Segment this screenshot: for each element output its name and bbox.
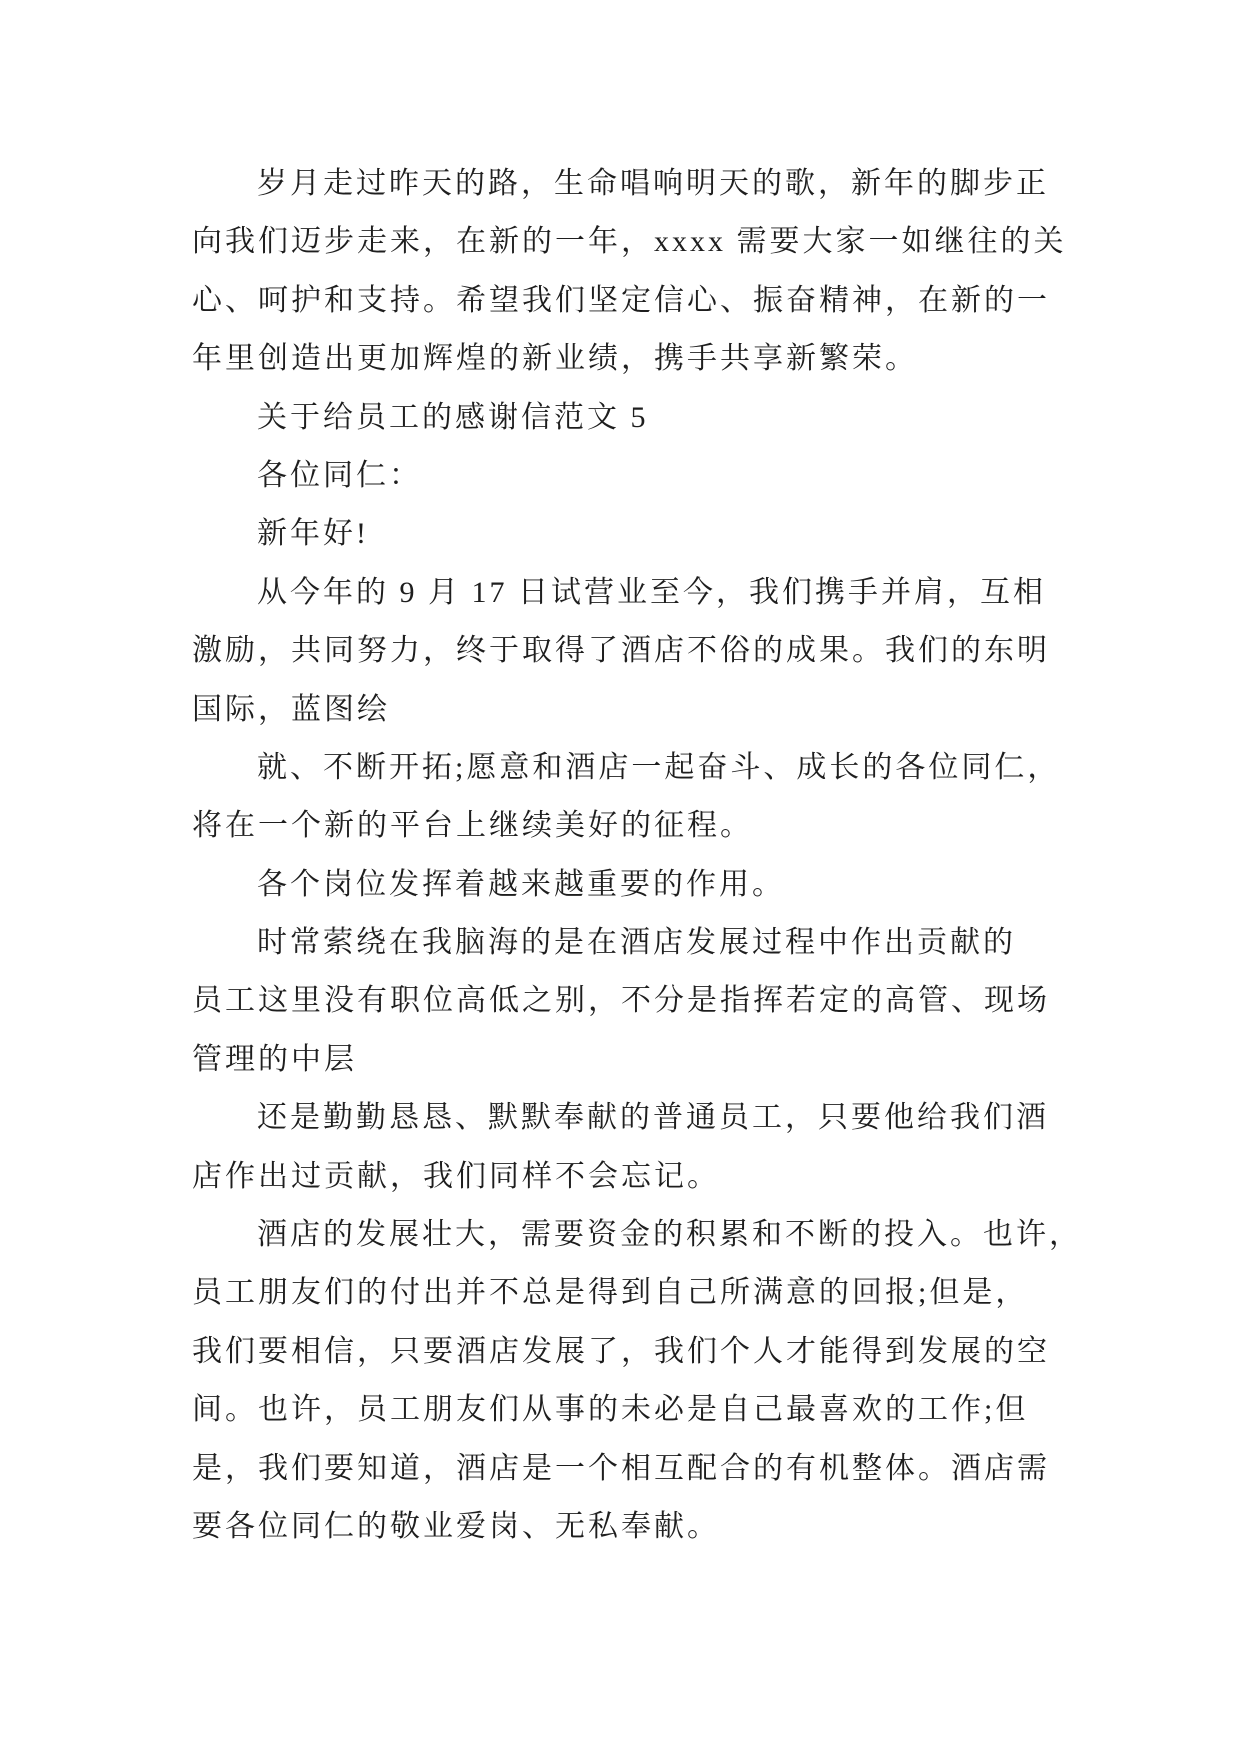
text-line: 国际，蓝图绘 [192, 692, 390, 726]
text-line: 要各位同仁的敬业爱岗、无私奉献。 [192, 1509, 720, 1543]
text-line: 从今年的 9 月 17 日试营业至今，我们携手并肩，互相 [257, 575, 1046, 609]
text-line: 店作出过贡献，我们同样不会忘记。 [192, 1159, 720, 1193]
text-line: 年里创造出更加辉煌的新业绩，携手共享新繁荣。 [192, 342, 918, 376]
paragraph-opening [192, 564, 1092, 739]
text-line: 是，我们要知道，酒店是一个相互配合的有机整体。酒店需 [192, 1451, 1050, 1485]
text-line: 员工朋友们的付出并不总是得到自己所满意的回报;但是， [192, 1276, 1029, 1310]
salutation-text: 各位同仁： [257, 458, 422, 492]
text-line: 还是勤勤恳恳、默默奉献的普通员工，只要他给我们酒 [257, 1101, 1049, 1135]
text-line: 员工这里没有职位高低之别，不分是指挥若定的高管、现场 [192, 984, 1050, 1018]
text-line: 酒店的发展壮大，需要资金的积累和不断的投入。也许， [257, 1218, 1082, 1252]
greeting-text: 新年好! [257, 517, 369, 551]
section-heading [192, 389, 1092, 447]
document-body [192, 155, 1092, 1556]
text-line: 时常萦绕在我脑海的是在酒店发展过程中作出贡献的 [257, 926, 1016, 960]
paragraph-staff [192, 1089, 1092, 1206]
text-line: 间。也许，员工朋友们从事的未必是自己最喜欢的工作;但 [192, 1393, 1029, 1427]
heading-text: 关于给员工的感谢信范文 5 [257, 400, 649, 434]
text-line: 岁月走过昨天的路，生命唱响明天的歌，新年的脚步正 [257, 167, 1049, 200]
paragraph-journey [192, 739, 1092, 856]
text-line: 激励，共同努力，终于取得了酒店不俗的成果。我们的东明 [192, 634, 1050, 668]
text-line: 管理的中层 [192, 1042, 357, 1076]
paragraph-new-year-wishes [192, 155, 1092, 389]
text-line: 将在一个新的平台上继续美好的征程。 [192, 809, 753, 843]
paragraph-contributors [192, 914, 1092, 1089]
paragraph-roles [192, 856, 1092, 914]
salutation [192, 447, 1092, 505]
text-line: 向我们迈步走来，在新的一年，xxxx 需要大家一如继往的关 [192, 225, 1067, 259]
paragraph-development [192, 1206, 1092, 1556]
text-line: 心、呵护和支持。希望我们坚定信心、振奋精神，在新的一 [192, 283, 1050, 317]
text-line: 我们要相信，只要酒店发展了，我们个人才能得到发展的空 [192, 1334, 1050, 1368]
greeting [192, 505, 1092, 563]
text-line: 就、不断开拓;愿意和酒店一起奋斗、成长的各位同仁， [257, 750, 1061, 784]
text-line: 各个岗位发挥着越来越重要的作用。 [257, 867, 785, 901]
